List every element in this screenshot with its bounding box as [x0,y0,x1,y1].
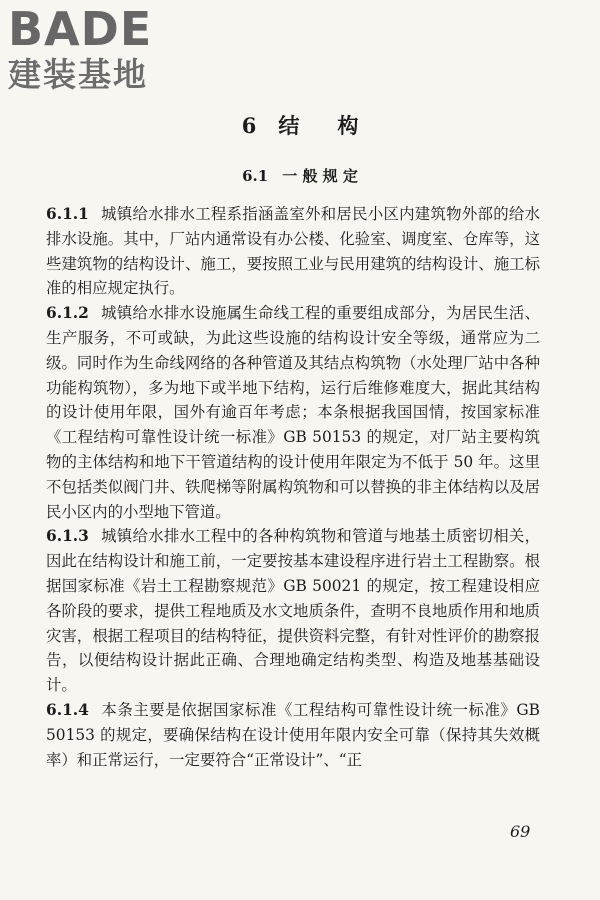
chapter-title-part2: 构 [337,113,359,138]
clause-text: 城镇给水排水工程系指涵盖室外和居民小区内建筑物外部的给水排水设施。其中，厂站内通常设有办公楼、化验室、调度室、仓库等，这些建筑物的结构设计、施工，要按照工业与民用建筑的结构设计、施工标准的相应规定执行。 [46,205,540,298]
section-title [0,165,600,186]
clause-number: 6.1.4 [46,700,89,719]
clause-paragraph [46,698,540,772]
clause-paragraph [46,202,540,301]
clause-text: 城镇给水排水设施属生命线工程的重要组成部分，为居民生活、生产服务，不可或缺，为此这些设施的结构设计安全等级，通常应为二级。同时作为生命线网络的各种管道及其结点构筑物（水处理厂站中各种功能构筑物），多为地下或半地下结构，运行后维修难度大，据此其结构的设计使用年限，国外有逾百年考虑；本条根据我国国情，按国家标准《工程结构可靠性设计统一标准》GB 50153 的规定，对厂站主要构筑物的主体结构和地下干管道结构的设计使用年限定为不低于 50 年。这里不包括类似阀门井、铁爬梯等附属构筑物和可以替换的非主体结构以及居民小区内的小型地下管道。 [46,304,540,521]
logo-brand-en: BADE [8,2,153,56]
site-logo [8,2,178,94]
clause-number: 6.1.3 [46,527,89,546]
page-number: 69 [510,822,531,841]
chapter-title [0,110,600,140]
chapter-title-part1: 结 [278,113,300,138]
clause-number: 6.1.2 [46,304,89,323]
clause-paragraph [46,301,540,524]
section-number: 6.1 [242,167,269,185]
clause-text: 城镇给水排水工程中的各种构筑物和管道与地基土质密切相关，因此在结构设计和施工前，一定要按基本建设程序进行岩土工程勘察。根据国家标准《岩土工程勘察规范》GB 50021 的规定，按工程建设相应各阶段的要求，提供工程地质及水文地质条件，查明不良地质作用和地质灾害，根据工程项目的结构特征，提供资料完整，有针对性评价的勘察报告，以便结构设计据此正确、合理地确定结构类型、构造及地基基础设计。 [46,527,540,695]
chapter-number: 6 [241,113,257,138]
clause-text: 本条主要是依据国家标准《工程结构可靠性设计统一标准》GB 50153 的规定，要确保结构在设计使用年限内安全可靠（保持其失效概率）和正常运行，一定要符合“正常设计”、“正 [46,700,540,769]
clause-number: 6.1.1 [46,205,89,223]
document-body [46,202,540,772]
logo-brand-cn: 建装基地 [8,55,148,94]
clause-paragraph [46,524,540,698]
section-title-text: 一 般 规 定 [282,167,358,185]
